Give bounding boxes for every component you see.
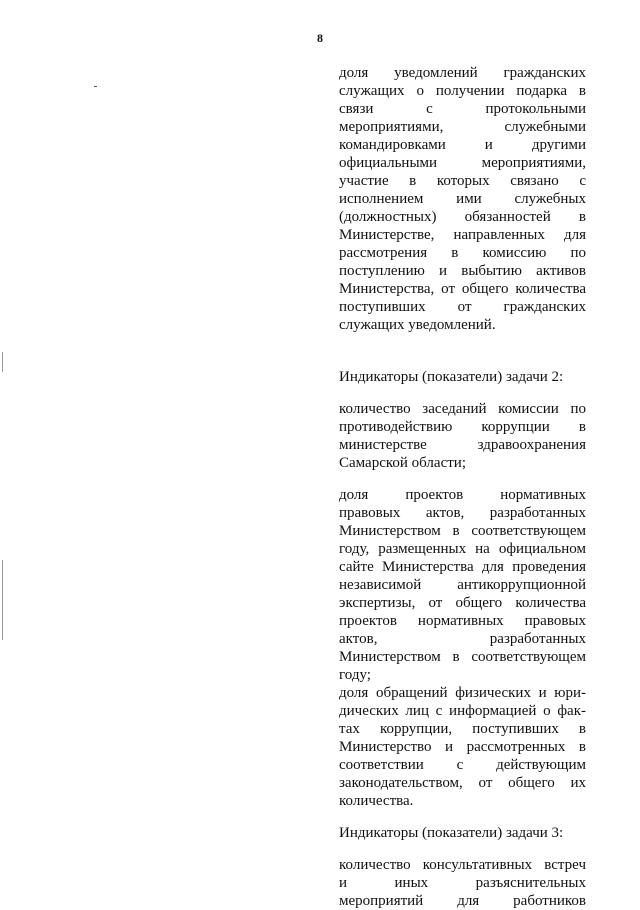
- text-line: независимой антикоррупционной: [339, 577, 586, 593]
- scan-edge-mark: [2, 560, 3, 640]
- text-line: участие в которых связано с: [339, 173, 586, 189]
- text-line: году;: [339, 667, 371, 683]
- text-line: Индикаторы (показатели) задачи 2:: [339, 369, 564, 385]
- text-line: Индикаторы (показатели) задачи 3:: [339, 825, 564, 841]
- text-line: связи с протокольными: [339, 101, 586, 117]
- text-line: тах коррупции, поступивших в: [339, 721, 586, 737]
- text-line: экспертизы, от общего количества: [339, 595, 586, 611]
- text-line: Министерством в соответствующем: [339, 649, 586, 665]
- text-line: доля уведомлений гражданских: [339, 65, 586, 81]
- text-line: количество заседаний комиссии по: [339, 401, 586, 417]
- paragraph: [339, 64, 586, 334]
- text-line: официальными мероприятиями,: [339, 155, 586, 171]
- text-line: Самарской области;: [339, 455, 466, 471]
- text-line: Министерства, от общего количества: [339, 281, 586, 297]
- document-body: [339, 64, 586, 910]
- text-line: Министерстве, направленных для: [339, 227, 586, 243]
- page-number: 8: [317, 31, 323, 45]
- scan-speck: [94, 86, 97, 87]
- text-line: проектов нормативных правовых: [339, 613, 586, 629]
- scan-edge-mark: [2, 352, 3, 372]
- text-line: доля обращений физических и юри-: [339, 685, 586, 701]
- text-line: дических лиц с информацией о фак-: [339, 703, 586, 719]
- paragraph: [339, 824, 586, 842]
- text-line: служащих уведомлений.: [339, 317, 496, 333]
- text-line: количества.: [339, 793, 414, 809]
- text-line: исполнением ими служебных: [339, 191, 586, 207]
- text-line: мероприятий для работников: [339, 893, 586, 909]
- text-line: и иных разъяснительных: [339, 875, 586, 891]
- text-line: служащих о получении подарка в: [339, 83, 586, 99]
- text-line: соответствии с действующим: [339, 757, 586, 773]
- text-line: противодействию коррупции в: [339, 419, 586, 435]
- text-line: Министерство и рассмотренных в: [339, 739, 586, 755]
- text-line: законодательством, от общего их: [339, 775, 586, 791]
- paragraph: [339, 856, 586, 910]
- text-line: правовых актов, разработанных: [339, 505, 586, 521]
- text-line: доля проектов нормативных: [339, 487, 586, 503]
- paragraph: [339, 486, 586, 810]
- text-line: министерстве здравоохранения: [339, 437, 586, 453]
- text-line: поступлению и выбытию активов: [339, 263, 586, 279]
- paragraph: [339, 400, 586, 472]
- paragraph: [339, 368, 586, 386]
- text-line: командировками и другими: [339, 137, 586, 153]
- text-line: актов, разработанных: [339, 631, 586, 647]
- text-line: поступивших от гражданских: [339, 299, 586, 315]
- text-line: сайте Министерства для проведения: [339, 559, 586, 575]
- text-line: Министерством в соответствующем: [339, 523, 586, 539]
- text-line: (должностных) обязанностей в: [339, 209, 586, 225]
- text-line: мероприятиями, служебными: [339, 119, 586, 135]
- text-line: рассмотрения в комиссию по: [339, 245, 586, 261]
- text-line: году, размещенных на официальном: [339, 541, 586, 557]
- text-line: количество консультативных встреч: [339, 857, 586, 873]
